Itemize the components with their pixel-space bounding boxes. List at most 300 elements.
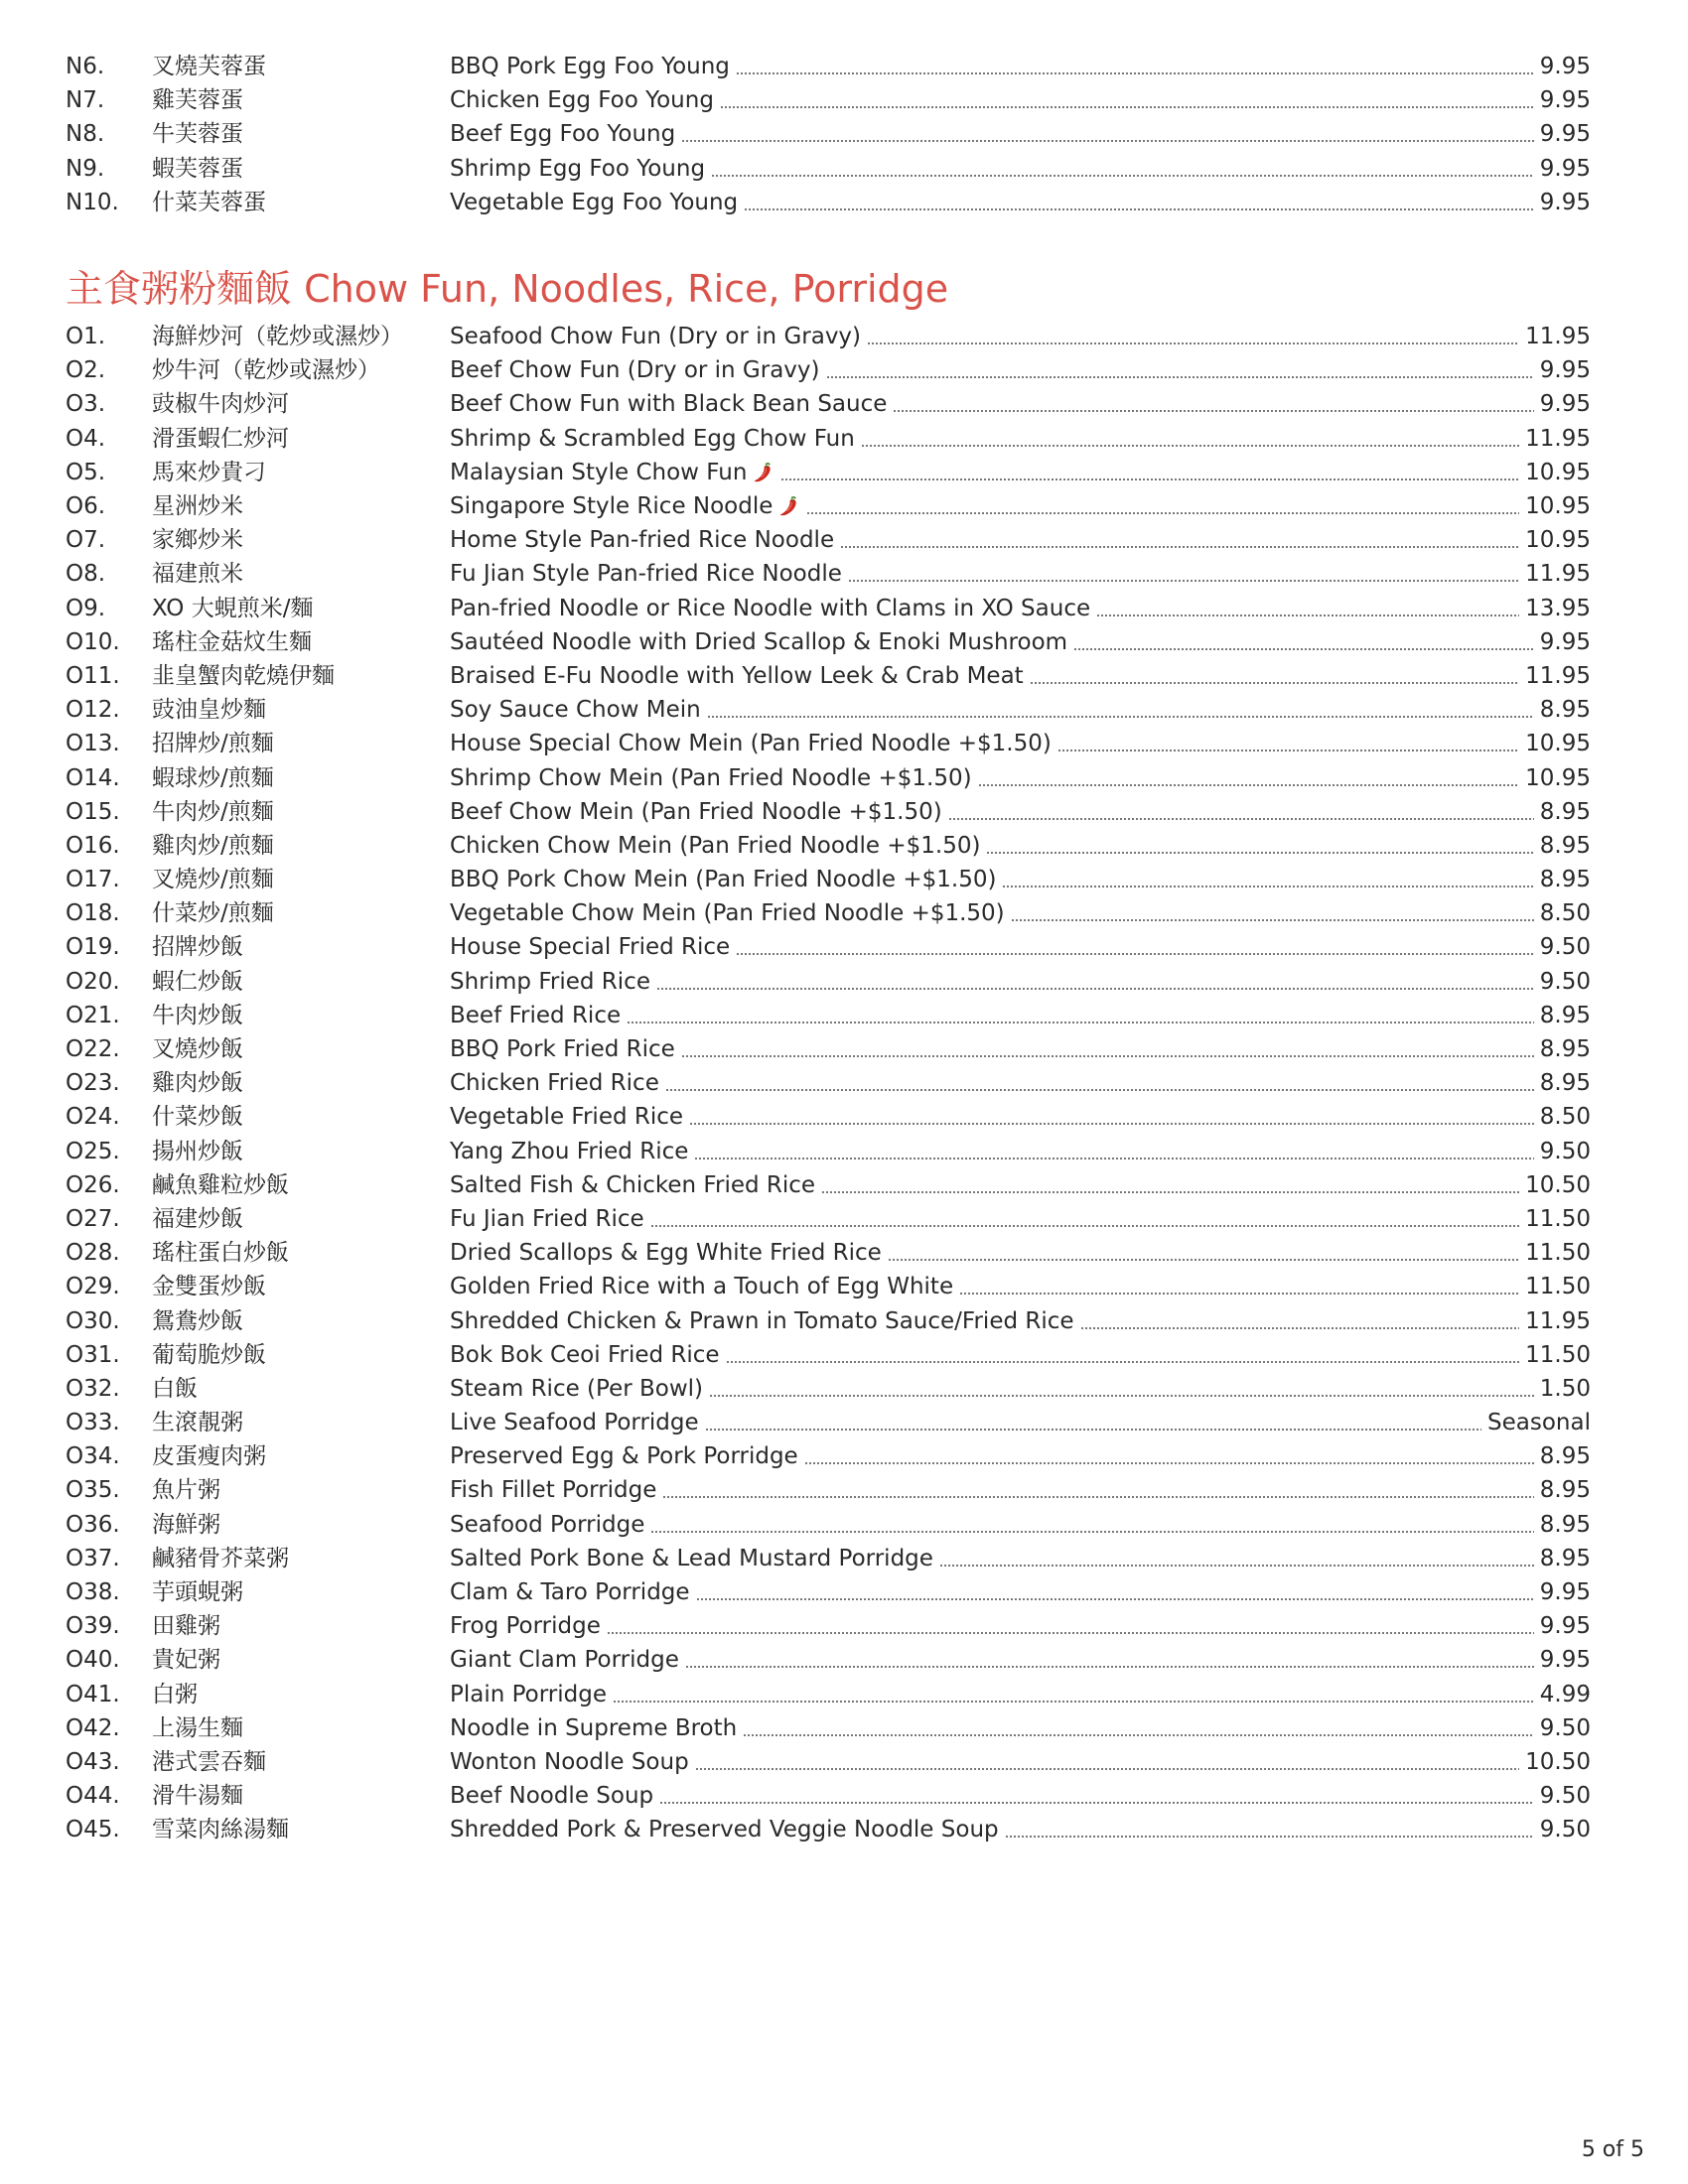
dot-leader xyxy=(659,1801,1534,1805)
menu-item xyxy=(66,353,1591,387)
item-chinese-name: 星洲炒米 xyxy=(152,493,243,520)
dot-leader xyxy=(848,579,1519,583)
item-price: 11.50 xyxy=(1525,1240,1591,1267)
item-price: 9.95 xyxy=(1539,357,1591,384)
item-english-wrap xyxy=(450,999,1540,1032)
item-english-name: Vegetable Chow Mein (Pan Fried Noodle +$1.50) xyxy=(450,900,1005,927)
item-price: 9.95 xyxy=(1539,54,1591,80)
dot-leader xyxy=(1030,681,1519,685)
item-code: O44. xyxy=(66,1783,120,1810)
item-price: 9.50 xyxy=(1539,1138,1591,1164)
item-chinese-name: 雞芙蓉蛋 xyxy=(152,87,243,114)
item-english-wrap xyxy=(450,659,1525,693)
item-english-wrap xyxy=(450,896,1540,930)
item-code: O10. xyxy=(66,628,120,655)
item-english-wrap xyxy=(450,965,1540,999)
item-chinese-name: 瑤柱金菇炆生麵 xyxy=(152,628,312,655)
item-chinese-name: 田雞粥 xyxy=(152,1613,220,1640)
section-title-english: Chow Fun, Noodles, Rice, Porridge xyxy=(304,267,949,311)
item-english-wrap xyxy=(450,1406,1487,1439)
item-code: N10. xyxy=(66,189,119,215)
menu-item xyxy=(66,1678,1591,1711)
dot-leader xyxy=(1073,647,1534,651)
item-chinese-name: 白粥 xyxy=(152,1681,198,1707)
chili-pepper-icon xyxy=(776,494,800,518)
item-price: 8.50 xyxy=(1539,900,1591,927)
item-chinese-name: 皮蛋瘦肉粥 xyxy=(152,1443,266,1470)
item-chinese-name: 葡萄脆炒飯 xyxy=(152,1341,266,1368)
dot-leader xyxy=(959,1292,1519,1296)
item-price: 11.50 xyxy=(1525,1205,1591,1232)
item-price: 9.50 xyxy=(1539,968,1591,995)
dot-leader xyxy=(1096,614,1519,617)
item-code: O37. xyxy=(66,1545,120,1571)
dot-leader xyxy=(720,105,1534,109)
item-price: 11.95 xyxy=(1525,425,1591,452)
item-chinese-name: 雞肉炒/煎麵 xyxy=(152,832,274,859)
item-english-wrap xyxy=(450,863,1540,896)
menu-item xyxy=(66,999,1591,1032)
dot-leader xyxy=(1080,1326,1520,1330)
item-code: O9. xyxy=(66,595,106,621)
dot-leader xyxy=(948,817,1534,821)
menu-item xyxy=(66,625,1591,659)
item-english-wrap xyxy=(450,83,1540,117)
dot-leader xyxy=(685,1665,1534,1669)
item-code: O7. xyxy=(66,527,106,554)
item-english-name: Seafood Chow Fun (Dry or in Gravy) xyxy=(450,324,862,350)
item-price: 8.95 xyxy=(1539,1545,1591,1571)
dot-leader xyxy=(726,1360,1520,1364)
dot-leader xyxy=(821,1190,1519,1194)
item-english-name: Preserved Egg & Pork Porridge xyxy=(450,1443,798,1470)
item-code: O23. xyxy=(66,1070,120,1097)
menu-item xyxy=(66,896,1591,930)
item-chinese-name: 白飯 xyxy=(152,1375,198,1402)
menu-item xyxy=(66,422,1591,456)
dot-leader xyxy=(707,715,1534,719)
menu-item xyxy=(66,1473,1591,1507)
item-price: 9.95 xyxy=(1539,121,1591,148)
item-price: 9.95 xyxy=(1539,1613,1591,1640)
item-code: O19. xyxy=(66,934,120,961)
item-chinese-name: 滑蛋蝦仁炒河 xyxy=(152,425,289,452)
item-price: 9.95 xyxy=(1539,155,1591,182)
item-english-name: Noodle in Supreme Broth xyxy=(450,1714,738,1741)
item-english-name: BBQ Pork Fried Rice xyxy=(450,1036,675,1063)
dot-leader xyxy=(978,783,1520,787)
menu-item xyxy=(66,1439,1591,1473)
menu-item xyxy=(66,1303,1591,1337)
dot-leader xyxy=(627,1021,1534,1024)
item-code: O41. xyxy=(66,1681,120,1707)
item-price: 9.95 xyxy=(1539,391,1591,418)
menu-item xyxy=(66,1372,1591,1406)
item-chinese-name: 什菜炒飯 xyxy=(152,1104,243,1131)
menu-item xyxy=(66,456,1591,489)
dot-leader xyxy=(826,375,1534,379)
item-chinese-name: 馬來炒貴刁 xyxy=(152,459,266,485)
dot-leader xyxy=(650,1530,1533,1534)
item-english-name: Wonton Noodle Soup xyxy=(450,1748,689,1775)
item-price: 8.95 xyxy=(1539,832,1591,859)
item-code: N9. xyxy=(66,155,105,182)
item-code: O31. xyxy=(66,1341,120,1368)
item-code: O24. xyxy=(66,1104,120,1131)
item-code: O20. xyxy=(66,968,120,995)
item-english-name: Beef Chow Fun (Dry or in Gravy) xyxy=(450,357,820,384)
item-price: 9.50 xyxy=(1539,1817,1591,1843)
item-chinese-name: 叉燒炒飯 xyxy=(152,1036,243,1063)
dot-leader xyxy=(1005,1835,1534,1839)
item-english-wrap xyxy=(450,1338,1525,1372)
item-price: 11.50 xyxy=(1525,1274,1591,1300)
item-english-name: Shrimp Fried Rice xyxy=(450,968,650,995)
item-code: O43. xyxy=(66,1748,120,1775)
menu-item xyxy=(66,1813,1591,1846)
item-price: 4.99 xyxy=(1539,1681,1591,1707)
dot-leader xyxy=(711,174,1534,178)
item-price: 11.95 xyxy=(1525,1307,1591,1334)
dot-leader xyxy=(744,207,1534,211)
dot-leader xyxy=(696,1597,1534,1601)
item-price: 8.95 xyxy=(1539,1002,1591,1028)
item-price: 10.95 xyxy=(1525,527,1591,554)
item-code: O1. xyxy=(66,324,106,350)
item-english-wrap xyxy=(450,1643,1540,1677)
item-price: 11.50 xyxy=(1525,1341,1591,1368)
item-english-wrap xyxy=(450,1100,1540,1134)
item-chinese-name: 牛芙蓉蛋 xyxy=(152,121,243,148)
item-chinese-name: 豉椒牛肉炒河 xyxy=(152,391,289,418)
menu-item xyxy=(66,795,1591,829)
item-english-name: Beef Egg Foo Young xyxy=(450,121,676,148)
menu-item xyxy=(66,1779,1591,1813)
dot-leader xyxy=(986,851,1533,855)
item-english-name: Shredded Chicken & Prawn in Tomato Sauce/Fried Rice xyxy=(450,1307,1074,1334)
item-english-wrap xyxy=(450,387,1540,421)
item-english-wrap xyxy=(450,1508,1540,1542)
item-code: O42. xyxy=(66,1714,120,1741)
item-english-wrap xyxy=(450,152,1540,186)
item-english-wrap xyxy=(450,1779,1540,1813)
item-english-name: Frog Porridge xyxy=(450,1613,601,1640)
dot-leader xyxy=(662,1495,1533,1499)
item-english-name: Shrimp Egg Foo Young xyxy=(450,155,706,182)
item-english-name: Plain Porridge xyxy=(450,1681,608,1707)
dot-leader xyxy=(939,1564,1534,1568)
dot-leader xyxy=(1057,749,1519,752)
item-english-name: Chicken Fried Rice xyxy=(450,1070,659,1097)
item-code: N6. xyxy=(66,54,105,80)
item-chinese-name: 家鄉炒米 xyxy=(152,527,243,554)
item-code: O22. xyxy=(66,1036,120,1063)
dot-leader xyxy=(650,1224,1519,1228)
item-english-name: Beef Chow Mein (Pan Fried Noodle +$1.50) xyxy=(450,798,942,825)
item-english-wrap xyxy=(450,1066,1540,1100)
item-english-wrap xyxy=(450,422,1525,456)
item-english-name: Fu Jian Style Pan-fried Rice Noodle xyxy=(450,561,842,588)
item-chinese-name: 蝦芙蓉蛋 xyxy=(152,155,243,182)
item-english-wrap xyxy=(450,829,1540,863)
menu-item xyxy=(66,50,1591,83)
item-code: O11. xyxy=(66,662,120,689)
item-english-name: Vegetable Fried Rice xyxy=(450,1104,684,1131)
menu-item xyxy=(66,1032,1591,1066)
item-english-wrap xyxy=(450,625,1540,659)
menu-item xyxy=(66,186,1591,219)
menu-item xyxy=(66,1508,1591,1542)
dot-leader xyxy=(893,409,1533,413)
item-english-wrap xyxy=(450,1542,1540,1575)
dot-leader xyxy=(656,987,1534,991)
dot-leader xyxy=(689,1122,1534,1126)
dot-leader xyxy=(861,444,1519,448)
item-price: 8.95 xyxy=(1539,867,1591,893)
item-code: O12. xyxy=(66,697,120,724)
menu-item xyxy=(66,1711,1591,1745)
menu-item xyxy=(66,760,1591,794)
item-english-wrap xyxy=(450,1813,1540,1846)
item-chinese-name: 揚州炒飯 xyxy=(152,1138,243,1164)
item-code: O38. xyxy=(66,1579,120,1606)
menu-item xyxy=(66,592,1591,625)
item-english-wrap xyxy=(450,489,1525,523)
menu-item xyxy=(66,83,1591,117)
menu-item xyxy=(66,1643,1591,1677)
item-english-name: Home Style Pan-fried Rice Noodle xyxy=(450,527,835,554)
menu-item xyxy=(66,1202,1591,1236)
menu-item xyxy=(66,965,1591,999)
item-code: O6. xyxy=(66,493,106,520)
item-price: 11.95 xyxy=(1525,324,1591,350)
item-code: O36. xyxy=(66,1511,120,1538)
item-english-name: Shredded Pork & Preserved Veggie Noodle Soup xyxy=(450,1817,999,1843)
item-code: O39. xyxy=(66,1613,120,1640)
item-english-name: BBQ Pork Egg Foo Young xyxy=(450,54,730,80)
item-english-wrap xyxy=(450,693,1540,727)
dot-leader xyxy=(806,511,1519,515)
item-english-wrap xyxy=(450,1439,1540,1473)
item-english-name: Beef Noodle Soup xyxy=(450,1783,654,1810)
item-price: 10.95 xyxy=(1525,459,1591,485)
item-english-name: Live Seafood Porridge xyxy=(450,1410,699,1436)
item-price: 9.50 xyxy=(1539,1714,1591,1741)
menu-item xyxy=(66,1406,1591,1439)
item-price: 1.50 xyxy=(1539,1375,1591,1402)
item-price: 10.95 xyxy=(1525,764,1591,791)
dot-leader xyxy=(804,1461,1534,1465)
menu-item xyxy=(66,152,1591,186)
item-chinese-name: 招牌炒飯 xyxy=(152,934,243,961)
item-chinese-name: 金雙蛋炒飯 xyxy=(152,1274,266,1300)
item-english-wrap xyxy=(450,592,1525,625)
menu-item xyxy=(66,1135,1591,1168)
item-code: O21. xyxy=(66,1002,120,1028)
menu-item xyxy=(66,1542,1591,1575)
dot-leader xyxy=(888,1258,1519,1262)
dot-leader xyxy=(709,1394,1534,1398)
dot-leader xyxy=(681,1054,1534,1058)
item-english-wrap xyxy=(450,1236,1525,1270)
item-price: Seasonal xyxy=(1487,1410,1591,1436)
item-english-name: Giant Clam Porridge xyxy=(450,1647,679,1674)
dot-leader xyxy=(613,1700,1534,1704)
item-code: O25. xyxy=(66,1138,120,1164)
item-price: 8.95 xyxy=(1539,697,1591,724)
item-english-wrap xyxy=(450,1135,1540,1168)
item-chinese-name: 芋頭蜆粥 xyxy=(152,1579,243,1606)
menu-item xyxy=(66,1100,1591,1134)
item-code: O45. xyxy=(66,1817,120,1843)
item-english-name: Beef Fried Rice xyxy=(450,1002,622,1028)
item-price: 9.95 xyxy=(1539,1579,1591,1606)
item-price: 9.50 xyxy=(1539,934,1591,961)
item-english-wrap xyxy=(450,456,1525,489)
item-price: 8.95 xyxy=(1539,798,1591,825)
item-chinese-name: 叉燒芙蓉蛋 xyxy=(152,54,266,80)
item-price: 8.95 xyxy=(1539,1477,1591,1504)
item-english-name: Chicken Egg Foo Young xyxy=(450,87,714,114)
item-english-name: Chicken Chow Mein (Pan Fried Noodle +$1.50) xyxy=(450,832,981,859)
item-code: O33. xyxy=(66,1410,120,1436)
item-english-name: Beef Chow Fun with Black Bean Sauce xyxy=(450,391,888,418)
item-price: 8.50 xyxy=(1539,1104,1591,1131)
item-english-wrap xyxy=(450,50,1540,83)
item-english-wrap xyxy=(450,761,1525,795)
item-code: O13. xyxy=(66,731,120,757)
noodles-rice-porridge-list xyxy=(66,320,1591,1846)
item-chinese-name: 蝦仁炒飯 xyxy=(152,968,243,995)
item-code: O29. xyxy=(66,1274,120,1300)
menu-item xyxy=(66,1236,1591,1270)
item-code: O18. xyxy=(66,900,120,927)
item-code: O2. xyxy=(66,357,106,384)
item-price: 10.95 xyxy=(1525,493,1591,520)
item-price: 9.95 xyxy=(1539,1647,1591,1674)
item-chinese-name: 上湯生麵 xyxy=(152,1714,243,1741)
item-code: O40. xyxy=(66,1647,120,1674)
item-price: 8.95 xyxy=(1539,1511,1591,1538)
item-chinese-name: 港式雲吞麵 xyxy=(152,1748,266,1775)
item-english-name: Sautéed Noodle with Dried Scallop & Enoki Mushroom xyxy=(450,628,1068,655)
item-price: 11.95 xyxy=(1525,662,1591,689)
dot-leader xyxy=(705,1428,1481,1432)
dot-leader xyxy=(780,478,1519,481)
item-code: N8. xyxy=(66,121,105,148)
item-code: O35. xyxy=(66,1477,120,1504)
menu-item xyxy=(66,1609,1591,1643)
item-chinese-name: 什菜炒/煎麵 xyxy=(152,900,274,927)
item-chinese-name: 韭皇蟹肉乾燒伊麵 xyxy=(152,662,335,689)
item-code: O27. xyxy=(66,1205,120,1232)
item-english-wrap xyxy=(450,1711,1540,1745)
item-code: O30. xyxy=(66,1307,120,1334)
item-english-name: Seafood Porridge xyxy=(450,1511,645,1538)
menu-item xyxy=(66,489,1591,523)
item-chinese-name: 雪菜肉絲湯麵 xyxy=(152,1817,289,1843)
menu-item xyxy=(66,387,1591,421)
item-english-name: Dried Scallops & Egg White Fried Rice xyxy=(450,1240,882,1267)
item-price: 9.95 xyxy=(1539,189,1591,215)
item-english-name: Steam Rice (Per Bowl) xyxy=(450,1375,704,1402)
item-chinese-name: 招牌炒/煎麵 xyxy=(152,731,274,757)
item-code: O4. xyxy=(66,425,106,452)
item-english-wrap xyxy=(450,1678,1540,1711)
item-english-name: Singapore Style Rice Noodle xyxy=(450,493,774,520)
item-code: O16. xyxy=(66,832,120,859)
item-english-wrap xyxy=(450,523,1525,557)
dot-leader xyxy=(607,1631,1534,1635)
item-english-name: Bok Bok Ceoi Fried Rice xyxy=(450,1341,720,1368)
item-english-name: Salted Fish & Chicken Fried Rice xyxy=(450,1171,816,1198)
item-chinese-name: 福建煎米 xyxy=(152,561,243,588)
section-title-chinese: 主食粥粉麵飯 xyxy=(66,267,293,311)
item-chinese-name: 鹹豬骨芥菜粥 xyxy=(152,1545,289,1571)
item-code: O15. xyxy=(66,798,120,825)
item-english-wrap xyxy=(450,1304,1525,1338)
item-english-name: Clam & Taro Porridge xyxy=(450,1579,690,1606)
item-code: O3. xyxy=(66,391,106,418)
item-english-wrap xyxy=(450,727,1525,760)
item-chinese-name: 鹹魚雞粒炒飯 xyxy=(152,1171,289,1198)
item-price: 8.95 xyxy=(1539,1443,1591,1470)
dot-leader xyxy=(840,545,1519,549)
item-english-wrap xyxy=(450,1372,1540,1406)
item-price: 10.95 xyxy=(1525,731,1591,757)
item-english-wrap xyxy=(450,1202,1525,1236)
item-english-name: Pan-fried Noodle or Rice Noodle with Clams in XO Sauce xyxy=(450,595,1091,621)
menu-item xyxy=(66,693,1591,727)
dot-leader xyxy=(1011,918,1534,922)
menu-item xyxy=(66,1338,1591,1372)
item-chinese-name: 瑤柱蛋白炒飯 xyxy=(152,1240,289,1267)
item-chinese-name: 牛肉炒/煎麵 xyxy=(152,798,274,825)
item-english-name: BBQ Pork Chow Mein (Pan Fried Noodle +$1.50) xyxy=(450,867,997,893)
menu-item xyxy=(66,829,1591,863)
item-english-wrap xyxy=(450,1270,1525,1303)
item-code: O5. xyxy=(66,459,106,485)
item-english-name: Golden Fried Rice with a Touch of Egg White xyxy=(450,1274,954,1300)
dot-leader xyxy=(1002,885,1533,888)
item-english-wrap xyxy=(450,557,1525,591)
item-english-name: House Special Fried Rice xyxy=(450,934,731,961)
item-english-wrap xyxy=(450,1609,1540,1643)
item-chinese-name: 貴妃粥 xyxy=(152,1647,220,1674)
item-english-wrap xyxy=(450,1575,1540,1609)
menu-item xyxy=(66,117,1591,151)
menu-item xyxy=(66,659,1591,693)
dot-leader xyxy=(681,139,1534,143)
item-english-name: Soy Sauce Chow Mein xyxy=(450,697,701,724)
chili-pepper-icon xyxy=(751,461,774,484)
item-chinese-name: XO 大蜆煎米/麵 xyxy=(152,595,314,621)
item-code: O8. xyxy=(66,561,106,588)
page-number: 5 of 5 xyxy=(1581,2137,1644,2162)
item-price: 8.95 xyxy=(1539,1070,1591,1097)
item-price: 9.95 xyxy=(1539,87,1591,114)
dot-leader xyxy=(736,71,1534,75)
item-chinese-name: 豉油皇炒麵 xyxy=(152,697,266,724)
item-chinese-name: 滑牛湯麵 xyxy=(152,1783,243,1810)
menu-item xyxy=(66,863,1591,896)
item-english-name: Salted Pork Bone & Lead Mustard Porridge xyxy=(450,1545,933,1571)
menu-item xyxy=(66,557,1591,591)
item-code: O14. xyxy=(66,764,120,791)
item-english-wrap xyxy=(450,1745,1525,1779)
item-code: O32. xyxy=(66,1375,120,1402)
dot-leader xyxy=(695,1767,1519,1771)
